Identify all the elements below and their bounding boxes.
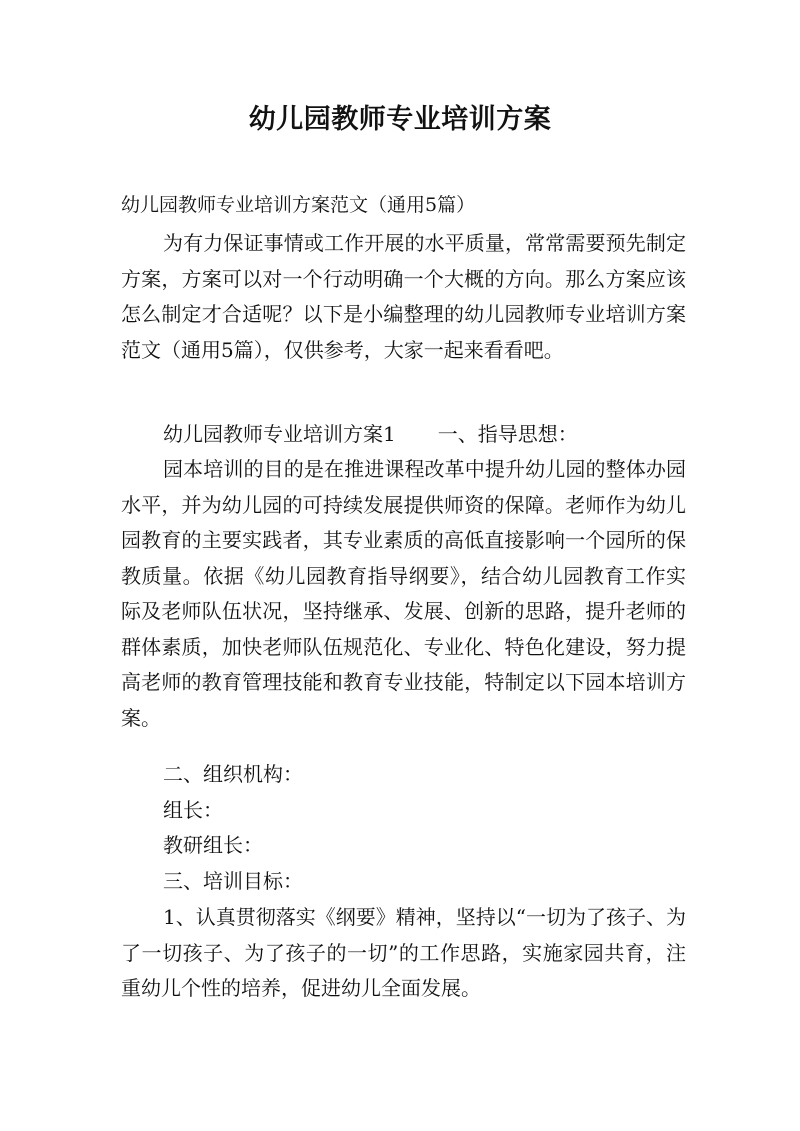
research-leader-line: 教研组长： bbox=[163, 833, 263, 857]
section3-heading: 三、培训目标： bbox=[163, 869, 303, 893]
plan-heading: 幼儿园教师专业培训方案1 bbox=[163, 422, 396, 446]
leader-line: 组长： bbox=[163, 798, 223, 822]
section1-heading: 一、指导思想： bbox=[437, 422, 578, 446]
plan-heading-line bbox=[163, 418, 578, 447]
section1-body: 园本培训的目的是在推进课程改革中提升幼儿园的整体办园水平，并为幼儿园的可持续发展提供师资的保障。老师作为幼儿园教育的主要实践者，其专业素质的高低直接影响一个园所的保教质量。依据《幼儿园教育指导纲要》，结合幼儿园教育工作实际及老师队伍状况，坚持继承、发展、创新的思路，提升老师的群体素质，加快老师队伍规范化、专业化、特色化建设，努力提高老师的教育管理技能和教育专业技能，特制定以下园本培训方案。 bbox=[121, 457, 686, 730]
document-subtitle: 幼儿园教师专业培训方案范文（通用5篇） bbox=[121, 194, 476, 216]
intro-paragraph: 为有力保证事情或工作开展的水平质量，常常需要预先制定方案，方案可以对一个行动明确一个大概的方向。那么方案应该怎么制定才合适呢？以下是小编整理的幼儿园教师专业培训方案范文（通用5篇），仅供参考，大家一起来看看吧。 bbox=[121, 231, 686, 362]
goal-1-paragraph: 1、认真贯彻落实《纲要》精神，坚持以“一切为了孩子、为了一切孩子、为了孩子的一切”的工作思路，实施家园共育，注重幼儿个性的培养，促进幼儿全面发展。 bbox=[121, 905, 686, 1000]
section2-heading: 二、组织机构： bbox=[163, 762, 303, 786]
document-title: 幼儿园教师专业培训方案 bbox=[248, 104, 552, 135]
